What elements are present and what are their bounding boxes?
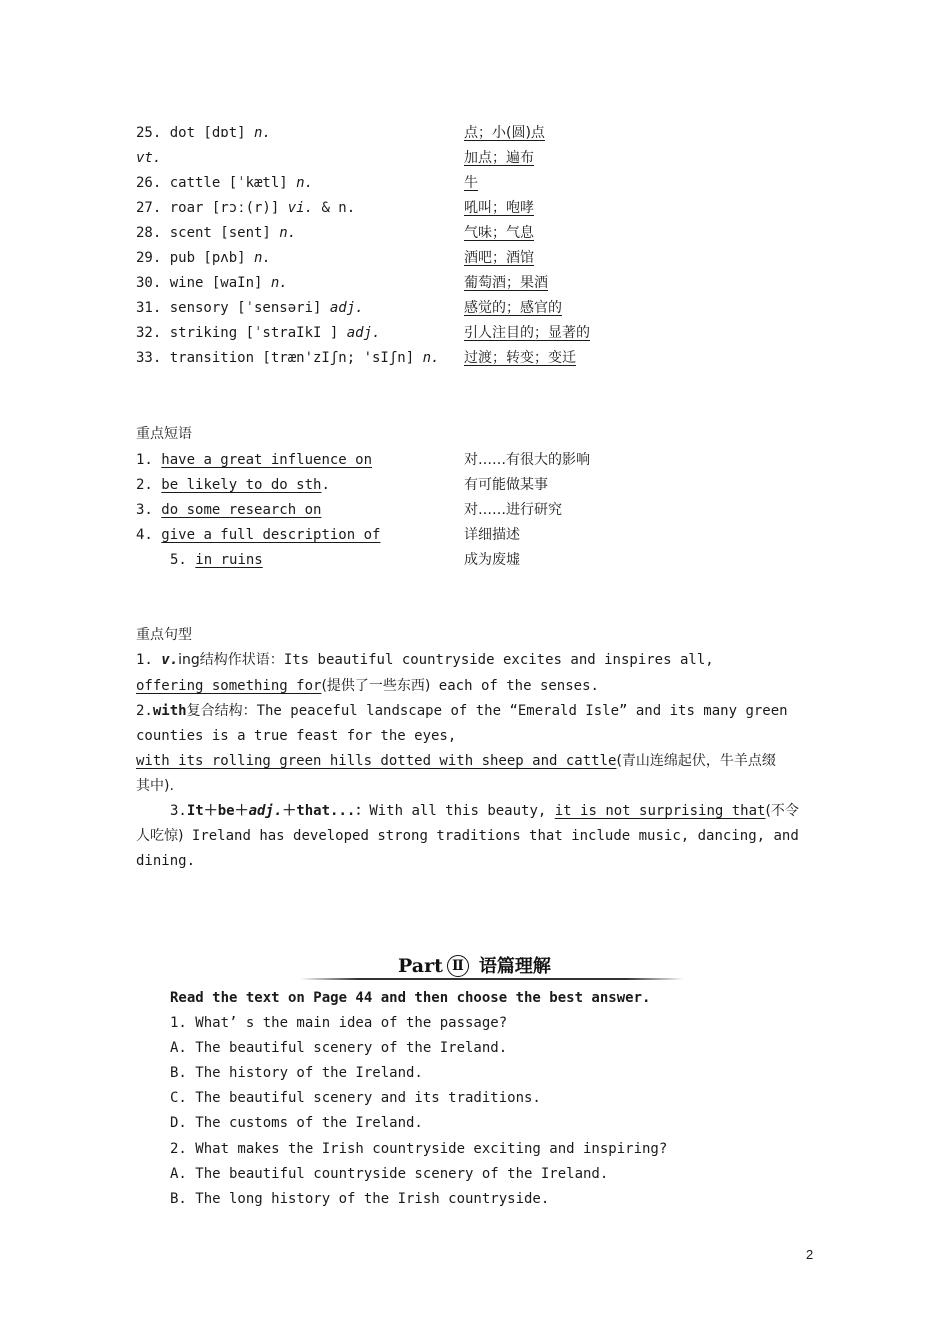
sentence-3-line-3: dining. xyxy=(136,853,196,869)
vocab-entry-31: 31. sensory [ˈsensəri] adj. xyxy=(136,300,364,316)
vocab-entry-33: 33. transition [træn'zIʃn; 'sIʃn] n. xyxy=(136,350,440,366)
vocab-entry-30: 30. wine [waIn] n. xyxy=(136,275,288,291)
sentence-2-line-1: 2.with复合结构：The peaceful landscape of the “Emerald Isle” and its many green xyxy=(136,703,788,719)
vocab-entry-32: 32. striking [ˈstraIkI ] adj. xyxy=(136,325,381,341)
phrase-meaning: 对……有很大的影响 xyxy=(464,452,590,468)
phrase-item: 3. do some research on xyxy=(136,502,322,518)
part-2-banner xyxy=(300,950,684,982)
option-line: B. The history of the Ireland. xyxy=(170,1065,423,1081)
vocab-meaning-28: 气味；气息 xyxy=(464,225,534,241)
option-line: C. The beautiful scenery and its traditions. xyxy=(170,1090,541,1106)
page-number: 2 xyxy=(806,1247,814,1262)
vocab-meaning-31: 感觉的；感官的 xyxy=(464,300,562,316)
question-line: 1. What’ s the main idea of the passage? xyxy=(170,1015,508,1031)
phrase-meaning: 对……进行研究 xyxy=(464,502,562,518)
phrase-item: 1. have a great influence on xyxy=(136,452,373,468)
phrase-meaning: 有可能做某事 xyxy=(464,477,548,493)
vocab-entry-28: 28. scent [sent] n. xyxy=(136,225,297,241)
vocab-meaning-32: 引人注目的；显著的 xyxy=(464,325,590,341)
phrase-item: 2. be likely to do sth. xyxy=(136,477,330,493)
vocab-entry-25: 25. dot [dɒt] n. xyxy=(136,125,271,141)
sentence-3-line-2: 人吃惊) Ireland has developed strong traditions that include music, dancing, and xyxy=(136,828,799,844)
vocab-meaning-25: 点；小(圆)点 xyxy=(464,125,545,141)
phrase-meaning: 详细描述 xyxy=(464,527,520,543)
vocab-entry-29: 29. pub [pʌb] n. xyxy=(136,250,271,266)
vocab-meaning-27: 吼叫；咆哮 xyxy=(464,200,534,216)
sentence-2-line-4: 其中). xyxy=(136,778,174,794)
phrase-meaning: 成为废墟 xyxy=(464,552,520,568)
vocab-meaning-25-vt: 加点；遍布 xyxy=(464,150,534,166)
sentences-heading: 重点句型 xyxy=(136,627,192,643)
vocab-meaning-33: 过渡；转变；变迁 xyxy=(464,350,576,366)
option-line: A. The beautiful scenery of the Ireland. xyxy=(170,1040,508,1056)
option-line: A. The beautiful countryside scenery of the Ireland. xyxy=(170,1166,609,1182)
phrase-item: 5. in ruins xyxy=(170,552,263,568)
option-line: D. The customs of the Ireland. xyxy=(170,1115,423,1131)
reading-instruction: Read the text on Page 44 and then choose the best answer. xyxy=(170,990,651,1006)
vocab-meaning-30: 葡萄酒；果酒 xyxy=(464,275,548,291)
sentence-2-line-2: counties is a true feast for the eyes, xyxy=(136,728,457,744)
sentence-1-line-2: offering something for(提供了一些东西) each of the senses. xyxy=(136,678,599,694)
option-line: B. The long history of the Irish countryside. xyxy=(170,1191,550,1207)
vocab-entry-27: 27. roar [rɔː(r)] vi. & n. xyxy=(136,200,356,216)
sentence-3-line-1: 3.It＋be＋adj.＋that...：With all this beauty, it is not surprising that(不令 xyxy=(170,803,799,819)
question-line: 2. What makes the Irish countryside exciting and inspiring? xyxy=(170,1141,668,1157)
part-2-label: Part Ⅱ 语篇理解 xyxy=(398,955,551,977)
sentence-2-line-3: with its rolling green hills dotted with sheep and cattle(青山连绵起伏，牛羊点缀 xyxy=(136,753,776,769)
phrases-heading: 重点短语 xyxy=(136,426,192,442)
sentence-1-line-1: 1. v.ing结构作状语：Its beautiful countryside excites and inspires all, xyxy=(136,652,714,668)
roman-numeral-badge: Ⅱ xyxy=(447,955,469,977)
phrase-item: 4. give a full description of xyxy=(136,527,381,543)
vocab-entry-26: 26. cattle [ˈkætl] n. xyxy=(136,175,314,191)
vocab-entry-25-vt: vt. xyxy=(136,150,162,166)
banner-divider xyxy=(300,978,684,980)
vocab-meaning-29: 酒吧；酒馆 xyxy=(464,250,534,266)
vocab-meaning-26: 牛 xyxy=(464,175,478,191)
